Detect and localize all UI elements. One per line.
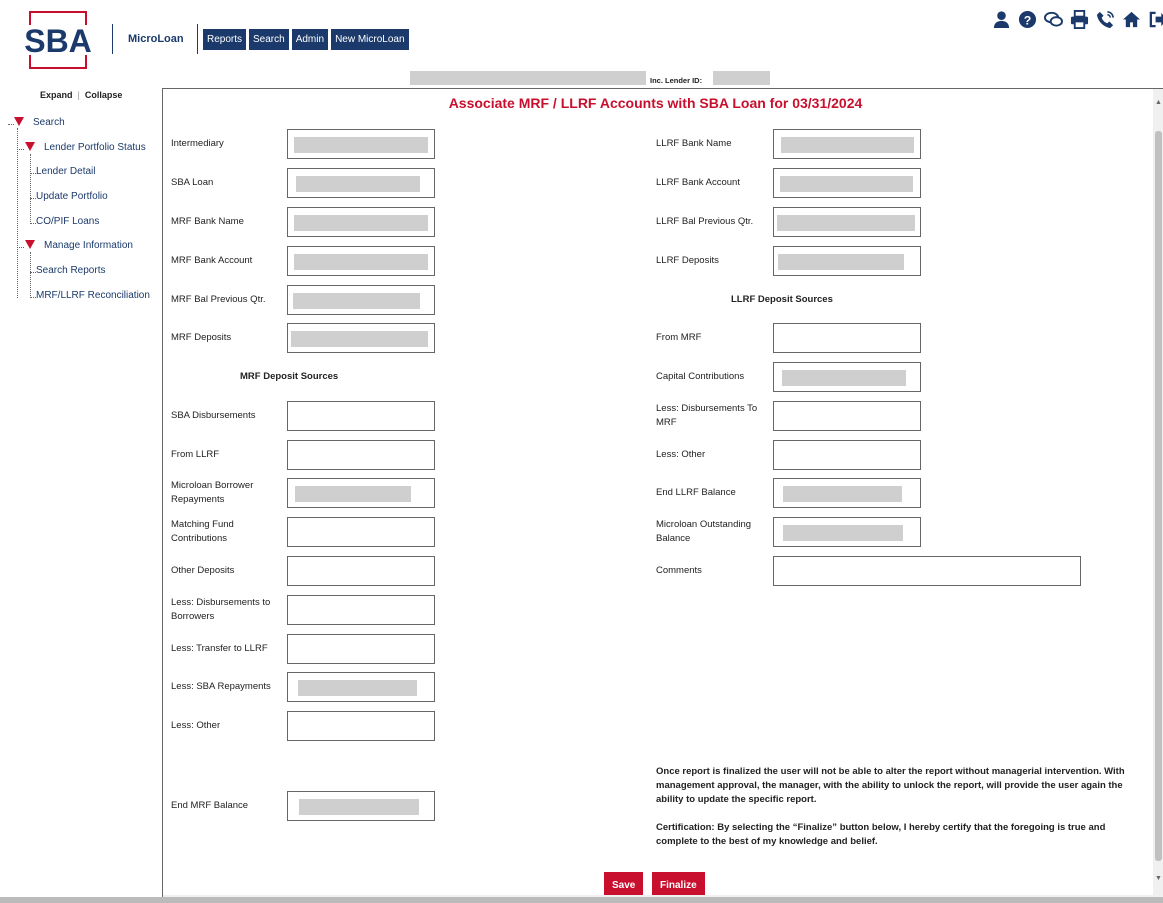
borrower-repayments-label: Microloan Borrower Repayments	[171, 480, 254, 505]
from-llrf-field[interactable]	[287, 440, 435, 470]
tree-update-portfolio[interactable]: Update Portfolio	[36, 191, 108, 202]
intermediary-field[interactable]	[287, 129, 435, 159]
matching-fund-field[interactable]	[287, 517, 435, 547]
llrf-less-other-label: Less: Other	[656, 449, 706, 460]
certification-text: Certification: By selecting the “Finalize” button below, I hereby certify that the foregoing is true and complete to the best of my knowledge and belief.	[656, 822, 1106, 847]
capital-contributions-field[interactable]	[773, 362, 921, 392]
nav-admin-button[interactable]: Admin	[292, 29, 328, 50]
mrf-bank-account-label: MRF Bank Account	[171, 255, 253, 266]
phone-icon[interactable]	[1096, 10, 1115, 29]
logout-icon[interactable]	[1148, 10, 1163, 29]
mrf-bal-prev-field[interactable]	[287, 285, 435, 315]
tree-toggle: Expand | Collapse	[40, 90, 123, 100]
toolbar-icons	[992, 10, 1163, 29]
scroll-down-icon[interactable]: ▼	[1155, 875, 1162, 882]
mrf-deposits-label: MRF Deposits	[171, 332, 232, 343]
tree-co-pif-loans[interactable]: CO/PIF Loans	[36, 216, 100, 227]
divider	[197, 24, 198, 54]
save-button[interactable]: Save	[604, 872, 643, 898]
divider	[112, 24, 113, 54]
caret-down-icon[interactable]	[25, 240, 35, 249]
scroll-up-icon[interactable]: ▲	[1155, 99, 1162, 106]
help-icon[interactable]	[1018, 10, 1037, 29]
sba-loan-label: SBA Loan	[171, 177, 214, 188]
caret-down-icon[interactable]	[25, 142, 35, 151]
end-llrf-balance-field[interactable]	[773, 478, 921, 508]
tree-manage-information[interactable]	[25, 240, 133, 251]
end-mrf-balance-label: End MRF Balance	[171, 800, 249, 811]
lender-id-label: Inc. Lender ID:	[650, 76, 703, 85]
from-llrf-label: From LLRF	[171, 449, 220, 460]
from-mrf-label: From MRF	[656, 332, 702, 343]
expand-link[interactable]: Expand	[40, 90, 73, 100]
sba-disbursements-label: SBA Disbursements	[171, 410, 256, 421]
svg-text:?: ?	[1023, 13, 1032, 28]
tree-search[interactable]	[14, 117, 65, 128]
home-icon[interactable]	[1122, 10, 1141, 29]
print-icon[interactable]	[1070, 10, 1089, 29]
tree-lender-detail[interactable]: Lender Detail	[36, 166, 96, 177]
less-disb-mrf-label: Less: Disbursements To MRF	[656, 403, 758, 428]
tree-label[interactable]: Lender Portfolio Status	[44, 142, 146, 153]
comments-field[interactable]	[773, 556, 1081, 586]
matching-fund-label: Matching Fund Contributions	[171, 519, 234, 544]
nav-reports-button[interactable]: Reports	[203, 29, 246, 50]
less-sba-repayments-label: Less: SBA Repayments	[171, 681, 271, 692]
less-other-field[interactable]	[287, 711, 435, 741]
nav-search-button[interactable]: Search	[249, 29, 289, 50]
mrf-sources-heading: MRF Deposit Sources	[240, 371, 339, 382]
llrf-deposits-label: LLRF Deposits	[656, 255, 719, 266]
llrf-bank-account-field[interactable]	[773, 168, 921, 198]
microloan-outstanding-field[interactable]	[773, 517, 921, 547]
redacted-lender-id	[713, 71, 770, 85]
page-title: Associate MRF / LLRF Accounts with SBA Loan for 03/31/2024	[448, 95, 863, 111]
less-transfer-llrf-label: Less: Transfer to LLRF	[171, 643, 268, 654]
less-disb-mrf-field[interactable]	[773, 401, 921, 431]
vertical-scrollbar[interactable]	[1153, 89, 1163, 899]
redacted-lender-name	[410, 71, 646, 85]
end-mrf-balance-field[interactable]	[287, 791, 435, 821]
other-deposits-field[interactable]	[287, 556, 435, 586]
sba-disbursements-field[interactable]	[287, 401, 435, 431]
llrf-bank-name-field[interactable]	[773, 129, 921, 159]
window-bottom-edge	[0, 897, 1163, 903]
llrf-bal-prev-field[interactable]	[773, 207, 921, 237]
mrf-bank-name-field[interactable]	[287, 207, 435, 237]
less-disb-borrowers-field[interactable]	[287, 595, 435, 625]
llrf-bal-prev-label: LLRF Bal Previous Qtr.	[656, 216, 754, 227]
sba-logo[interactable]	[22, 11, 94, 69]
finalize-button[interactable]: Finalize	[652, 872, 705, 898]
llrf-sources-heading: LLRF Deposit Sources	[731, 294, 833, 305]
mrf-bank-account-field[interactable]	[287, 246, 435, 276]
sba-loan-field[interactable]	[287, 168, 435, 198]
mrf-bal-prev-label: MRF Bal Previous Qtr.	[171, 294, 266, 305]
user-icon[interactable]	[992, 10, 1011, 29]
less-sba-repayments-field[interactable]	[287, 672, 435, 702]
nav-new-microloan-button[interactable]: New MicroLoan	[331, 29, 408, 50]
less-other-label: Less: Other	[171, 720, 221, 731]
llrf-deposits-field[interactable]	[773, 246, 921, 276]
from-mrf-field[interactable]	[773, 323, 921, 353]
chat-icon[interactable]	[1044, 10, 1063, 29]
llrf-less-other-field[interactable]	[773, 440, 921, 470]
tree-lender-portfolio-status[interactable]	[25, 142, 146, 153]
collapse-link[interactable]: Collapse	[84, 90, 123, 100]
app-name: MicroLoan	[128, 33, 184, 45]
capital-contributions-label: Capital Contributions	[656, 371, 745, 382]
mrf-bank-name-label: MRF Bank Name	[171, 216, 244, 227]
tree-mrf-llrf-reconciliation[interactable]: MRF/LLRF Reconciliation	[36, 290, 150, 301]
comments-label: Comments	[656, 565, 702, 576]
llrf-bank-account-label: LLRF Bank Account	[656, 177, 740, 188]
less-transfer-llrf-field[interactable]	[287, 634, 435, 664]
finalize-notice	[656, 765, 1132, 849]
tree-label[interactable]: Manage Information	[44, 240, 133, 251]
caret-down-icon[interactable]	[14, 117, 24, 126]
mrf-deposits-field[interactable]	[287, 323, 435, 353]
less-disb-borrowers-label: Less: Disbursements to Borrowers	[171, 597, 271, 622]
logo-text: SBA	[24, 23, 92, 59]
tree-label[interactable]: Search	[33, 117, 65, 128]
main-panel	[162, 88, 1163, 903]
intermediary-label: Intermediary	[171, 138, 224, 149]
borrower-repayments-field[interactable]	[287, 478, 435, 508]
top-nav	[203, 29, 409, 50]
scrollbar-thumb[interactable]	[1155, 131, 1162, 861]
lender-info	[410, 70, 770, 86]
microloan-outstanding-label: Microloan Outstanding Balance	[656, 519, 752, 544]
notice-text: Once report is finalized the user will not be able to alter the report without managerial intervention. With management approval, the manager, with the ability to unlock the report, will provide the user again the ability to update the specific report.	[656, 766, 1125, 805]
end-llrf-balance-label: End LLRF Balance	[656, 487, 736, 498]
llrf-bank-name-label: LLRF Bank Name	[656, 138, 732, 149]
other-deposits-label: Other Deposits	[171, 565, 235, 576]
tree-search-reports[interactable]: Search Reports	[36, 265, 106, 276]
